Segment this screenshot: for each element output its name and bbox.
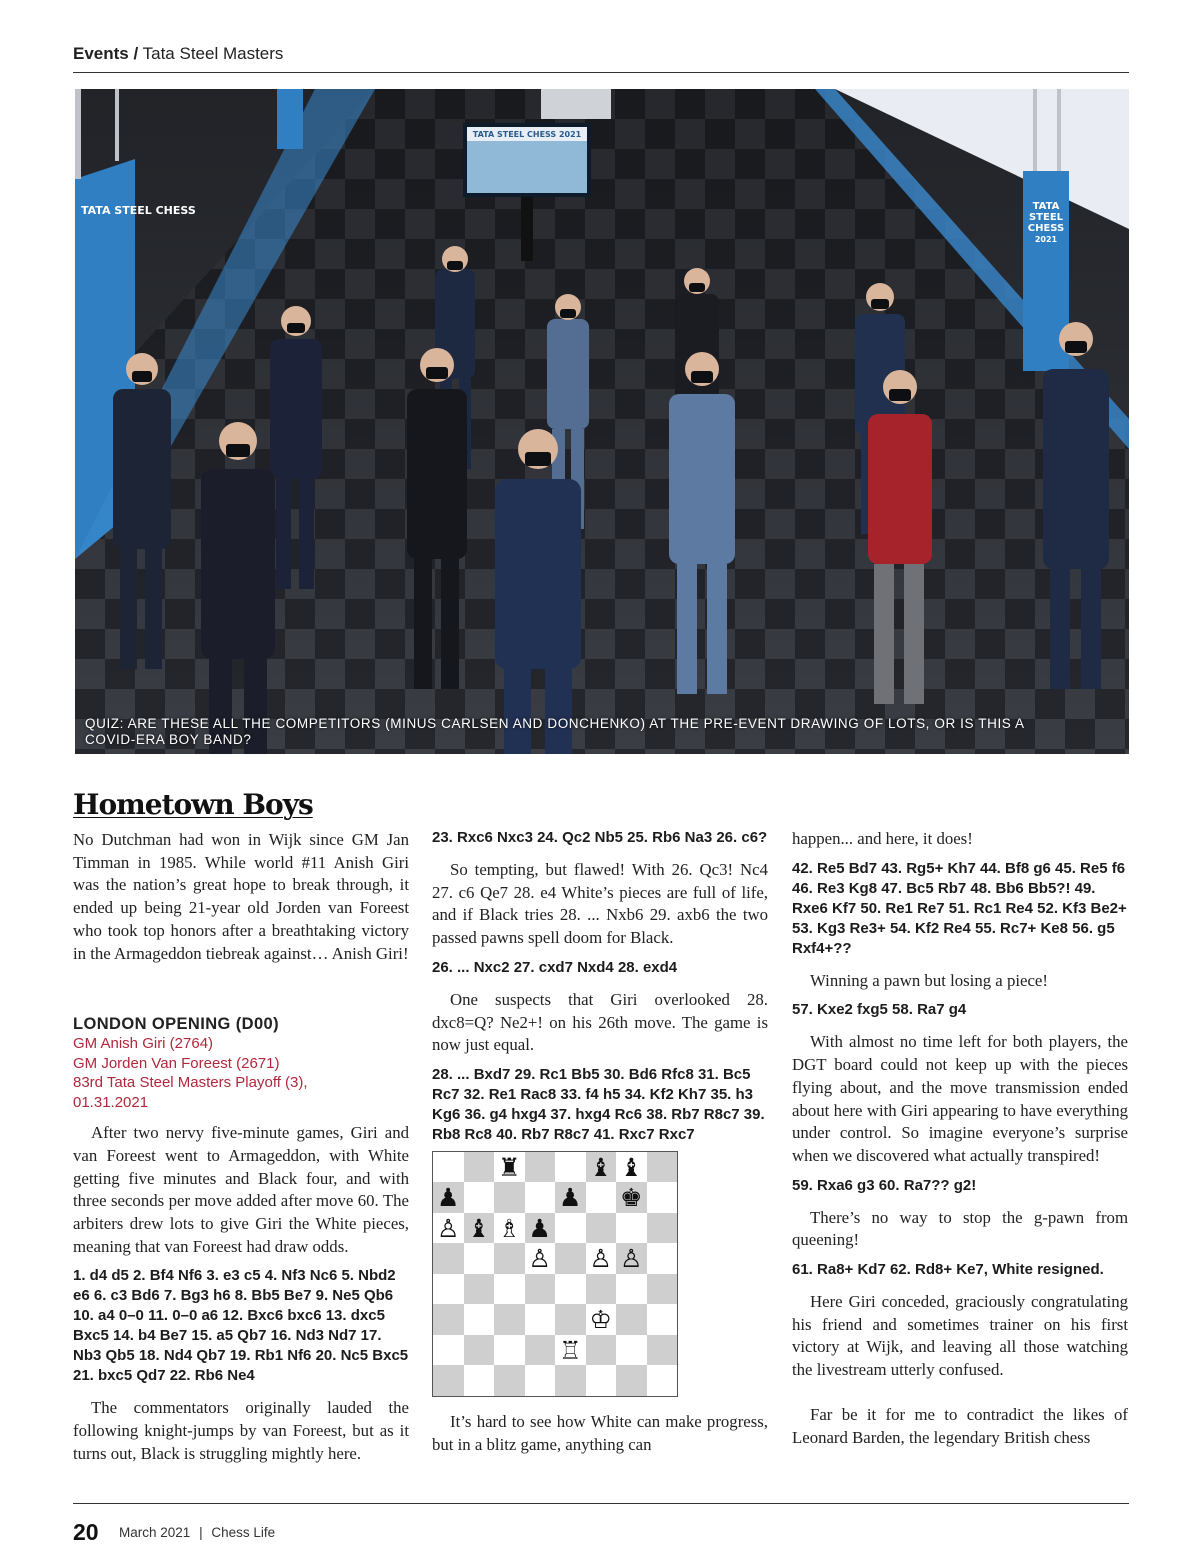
move-list: 1. d4 d5 2. Bf4 Nf6 3. e3 c5 4. Nf3 Nc6 5. Nbd2 e6 6. c3 Bd6 7. Bg3 h6 8. Bb5 Be7 9. Ne5 Qb6 10. a4 0–0 11. 0–0 a6 12. Bxc6 bxc6 13. dxc5 Bxc5 14. b4 Be7 15. a5 Qb7 16. Nd3 Nd7 17. Nb3 Qb5 18. Nd4 Qb7 19. Rb1 Nf6 20. Nc5 Bxc5 21. bxc5 Qd7 22. Rb6 Ne4 <box>73 1267 409 1385</box>
chess-square <box>586 1335 617 1366</box>
chess-square <box>555 1274 586 1305</box>
pillar-right-line-4: 2021 <box>1034 235 1058 244</box>
chess-square <box>555 1243 586 1274</box>
chess-square <box>433 1243 464 1274</box>
paragraph: Here Giri conceded, graciously congratulating his friend and sometimes trainer on his first victory at Wijk, and leaving all those watching the livestream utterly confused. <box>792 1292 1128 1380</box>
magazine-name: Chess Life <box>211 1525 276 1540</box>
paragraph: It’s hard to see how White can make progress, but in a blitz game, anything can <box>432 1411 768 1454</box>
paragraph: The commentators originally lauded the following knight-jumps by van Foreest, but as it turns out, Black is struggling mightly here. <box>73 1398 409 1463</box>
chess-piece-square: ♙ <box>525 1243 556 1274</box>
chess-square <box>494 1365 525 1396</box>
chess-piece-square: ♟ <box>433 1182 464 1213</box>
chess-square <box>616 1335 647 1366</box>
game-date: 01.31.2021 <box>73 1093 149 1111</box>
issue-date: March 2021 <box>119 1525 191 1540</box>
photo-caption: QUIZ: ARE THESE ALL THE COMPETITORS (MINUS CARLSEN AND DONCHENKO) AT THE PRE-EVENT DRAWING OF LOTS, OR IS THIS A COVID-ERA BOY BAND? <box>85 716 1024 747</box>
chess-square <box>433 1335 464 1366</box>
opening-heading: LONDON OPENING (D00) <box>73 1015 280 1034</box>
chess-square <box>433 1274 464 1305</box>
chess-square <box>494 1182 525 1213</box>
chess-piece-square: ♝ <box>464 1213 495 1244</box>
chess-square <box>525 1335 556 1366</box>
column-1 <box>73 786 409 1466</box>
chess-square <box>494 1335 525 1366</box>
page-number: 20 <box>73 1519 99 1545</box>
chess-square <box>616 1365 647 1396</box>
chess-board <box>433 1152 677 1396</box>
chess-square <box>647 1182 678 1213</box>
paragraph: With almost no time left for both players, the DGT board could not keep up with the pieces flying about, and the move transmission ended about here with Giri appearing to have everything under control. So imagine everyone’s surprise when we discovered what actually transpired! <box>792 1032 1128 1165</box>
screen-text: TATA STEEL CHESS 2021 <box>472 130 582 139</box>
move-list: 23. Rxc6 Nxc3 24. Qc2 Nb5 25. Rb6 Na3 26. c6? <box>432 829 768 846</box>
header-rule <box>73 72 1129 73</box>
column-2 <box>432 828 768 1456</box>
chess-square <box>586 1365 617 1396</box>
footer-separator: | <box>199 1525 203 1540</box>
chess-square <box>647 1274 678 1305</box>
chess-piece-square: ♜ <box>494 1152 525 1183</box>
chess-square <box>494 1274 525 1305</box>
chess-piece-square: ♔ <box>586 1304 617 1335</box>
chess-piece-square: ♟ <box>555 1182 586 1213</box>
move-list: 28. ... Bxd7 29. Rc1 Bb5 30. Bd6 Rfc8 31. Bc5 Rc7 32. Re1 Rac8 33. f4 h5 34. Kf2 Kh7 35. h3 Kg6 36. g4 hxg4 37. hxg4 Rc6 38. Rb7 R8c7 39. Rb8 Rc8 40. Rb7 R8c7 41. Rxc7 Rxc7 <box>432 1065 765 1143</box>
paragraph: So tempting, but flawed! With 26. Qc3! Nc4 27. c6 Qe7 28. e4 White’s pieces are full of life, and if Black tries 28. ... Nxb6 29. axb6 the two passed pawns spell doom for Black. <box>432 860 768 948</box>
chess-square <box>464 1365 495 1396</box>
chess-piece-square: ♝ <box>586 1152 617 1183</box>
chess-square <box>616 1304 647 1335</box>
chess-square <box>525 1365 556 1396</box>
chess-piece-square: ♗ <box>494 1213 525 1244</box>
running-head <box>73 44 283 64</box>
chess-square <box>555 1304 586 1335</box>
footer-rule <box>73 1503 1129 1504</box>
chess-square <box>616 1213 647 1244</box>
paragraph: After two nervy five-minute games, Giri and van Foreest went to Armageddon, with White getting five minutes and Black four, and with three seconds per move added after move 60. The arbiters drew lots to give Giri the White pieces, meaning that van Foreest had draw odds. <box>73 1123 409 1256</box>
chess-square <box>555 1365 586 1396</box>
chess-square <box>586 1182 617 1213</box>
paragraph-continued: happen... and here, it does! <box>792 829 973 848</box>
chess-square <box>525 1304 556 1335</box>
chess-square <box>555 1213 586 1244</box>
pillar-right-line-2: STEEL <box>1028 212 1064 223</box>
chess-square <box>464 1274 495 1305</box>
chess-square <box>525 1152 556 1183</box>
chess-diagram <box>432 1151 678 1397</box>
move-list: 26. ... Nxc2 27. cxd7 Nxd4 28. exd4 <box>432 958 678 976</box>
chess-piece-square: ♙ <box>616 1243 647 1274</box>
chess-square <box>464 1304 495 1335</box>
move-list: 57. Kxe2 fxg5 58. Ra7 g4 <box>792 1001 967 1019</box>
chess-piece-square: ♚ <box>616 1182 647 1213</box>
black-player: GM Jorden Van Foreest (2671) <box>73 1054 280 1072</box>
event-photo <box>75 89 1129 754</box>
event-line: 83rd Tata Steel Masters Playoff (3), <box>73 1074 308 1092</box>
chess-square <box>647 1152 678 1183</box>
chess-square <box>494 1243 525 1274</box>
chess-square <box>433 1365 464 1396</box>
chess-square <box>586 1274 617 1305</box>
chess-square <box>647 1335 678 1366</box>
chess-piece-square: ♝ <box>616 1152 647 1183</box>
pillar-right-line-3: CHESS <box>1027 223 1065 234</box>
chess-square <box>555 1152 586 1183</box>
footer-text <box>119 1525 275 1540</box>
chess-square <box>525 1274 556 1305</box>
chess-piece-square: ♖ <box>555 1335 586 1366</box>
column-3 <box>792 828 1128 1449</box>
intro-paragraph: No Dutchman had won in Wijk since GM Jan Timman in 1985. While world #11 Anish Giri was the nation’s great hope to break through, it ended up being 21-year old Jorden van Foreest who took top honors after a breathtaking victory in the Armageddon tiebreak against… Anish Giri! <box>73 830 409 963</box>
section-title: Tata Steel Masters <box>142 44 284 63</box>
chess-piece-square: ♟ <box>525 1213 556 1244</box>
section-label: Events / <box>73 44 139 63</box>
chess-square <box>647 1304 678 1335</box>
article-title: Hometown Boys <box>73 788 313 821</box>
chess-square <box>525 1182 556 1213</box>
move-list: 59. Rxa6 g3 60. Ra7?? g2! <box>792 1176 977 1194</box>
chess-square <box>464 1335 495 1366</box>
event-photo-illustration <box>75 89 1129 754</box>
paragraph: Far be it for me to contradict the likes of Leonard Barden, the legendary British chess <box>792 1404 1128 1447</box>
chess-square <box>464 1152 495 1183</box>
chess-piece-square: ♙ <box>433 1213 464 1244</box>
chess-square <box>616 1274 647 1305</box>
chess-square <box>433 1152 464 1183</box>
chess-square <box>647 1243 678 1274</box>
chess-square <box>647 1213 678 1244</box>
paragraph: There’s no way to stop the g-pawn from queening! <box>792 1207 1128 1250</box>
chess-square <box>647 1365 678 1396</box>
paragraph: One suspects that Giri overlooked 28. dxc8=Q? Ne2+! on his 26th move. The game is now just equal. <box>432 989 768 1055</box>
chess-square <box>494 1304 525 1335</box>
chess-square <box>586 1213 617 1244</box>
move-list: 61. Ra8+ Kd7 62. Rd8+ Ke7, White resigned. <box>792 1261 1104 1279</box>
move-list: 42. Re5 Bd7 43. Rg5+ Kh7 44. Bf8 g6 45. Re5 f6 46. Re3 Kg8 47. Bc5 Rb7 48. Bb6 Bb5?! 49. Rxe6 Kf7 50. Re1 Re7 51. Rc1 Re4 52. Kf3 Be2+ 53. Kg3 Re3+ 54. Kf2 Re4 55. Rc7+ Ke8 56. g5 Rxf4+?? <box>792 859 1127 957</box>
paragraph: Winning a pawn but losing a piece! <box>810 970 1048 990</box>
pillar-right-line-1: TATA <box>1032 201 1060 212</box>
white-player: GM Anish Giri (2764) <box>73 1035 214 1053</box>
chess-square <box>464 1243 495 1274</box>
chess-square <box>464 1182 495 1213</box>
chess-square <box>433 1304 464 1335</box>
game-info <box>73 1034 409 1112</box>
chess-piece-square: ♙ <box>586 1243 617 1274</box>
pillar-left-text: TATA STEEL CHESS <box>81 204 196 217</box>
